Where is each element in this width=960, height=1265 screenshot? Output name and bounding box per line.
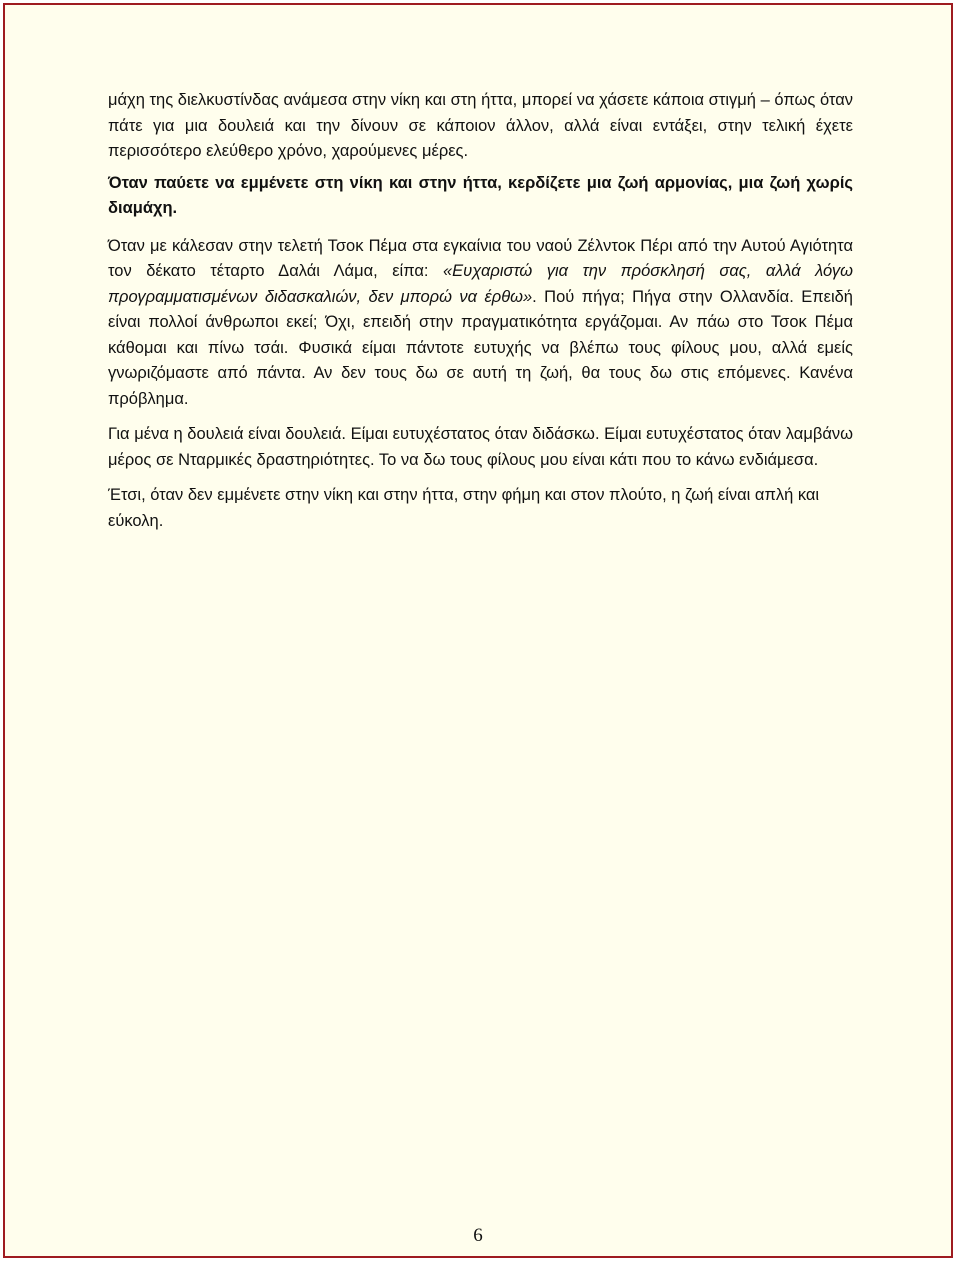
paragraph-5: Έτσι, όταν δεν εμμένετε στην νίκη και στην ήττα, στην φήμη και στον πλούτο, η ζωή είναι απλή και εύκολη. — [108, 486, 820, 530]
document-page — [3, 3, 953, 1258]
paragraph-2-bold: Όταν παύετε να εμμένετε στη νίκη και στην ήττα, κερδίζετε μια ζωή αρμονίας, μια ζωή χωρίς διαμάχη. — [108, 173, 853, 217]
page-number: 6 — [473, 1225, 483, 1246]
paragraph-3-intro: Όταν με κάλεσαν στην τελετή Τσοκ Πέμα στα εγκαίνια του ναού Ζέλντοκ Πέρι από την Αυτού Αγιότητα τον δέκατο τέταρτο Δαλάι Λάμα, είπα: — [108, 236, 853, 280]
paragraph-3-quote: «Ευχαριστώ για την πρόσκλησή σας, αλλά λόγω προγραμματισμένων διδασκαλιών, δεν μπορώ να έρθω» — [108, 262, 854, 306]
paragraph-3 — [108, 234, 853, 413]
paragraph-3-rest: . Πού πήγα; Πήγα στην Ολλανδία. Επειδή είναι πολλοί άνθρωποι εκεί; Όχι, επειδή στην πραγματικότητα εργάζομαι. Αν πάω στο Τσοκ Πέμα κάθομαι και πίνω τσάι. Φυσικά είμαι πάντοτε ευτυχής να βλέπω τους φίλους μου, αλλά εμείς γνωριζόμαστε από πάντα. Αν δεν τους δω σε αυτή τη ζωή, θα τους δω στις επόμενες. Κανένα πρόβλημα. — [108, 287, 853, 408]
paragraph-1: μάχη της διελκυστίνδας ανάμεσα στην νίκη και στη ήττα, μπορεί να χάσετε κάποια στιγμή – όπως όταν πάτε για μια δουλειά και την δίνουν σε κάποιον άλλον, αλλά είναι εντάξει, στην τελική έχετε περισσότερο ελεύθερο χρόνο, χαρούμενες μέρες. — [108, 91, 853, 160]
page-body — [108, 88, 853, 544]
paragraph-4: Για μένα η δουλειά είναι δουλειά. Είμαι ευτυχέστατος όταν διδάσκω. Είμαι ευτυχέστατος όταν λαμβάνω μέρος σε Νταρμικές δραστηριότητες. Το να δω τους φίλους μου είναι κάτι που το κάνω ενδιάμεσα. — [108, 425, 853, 469]
